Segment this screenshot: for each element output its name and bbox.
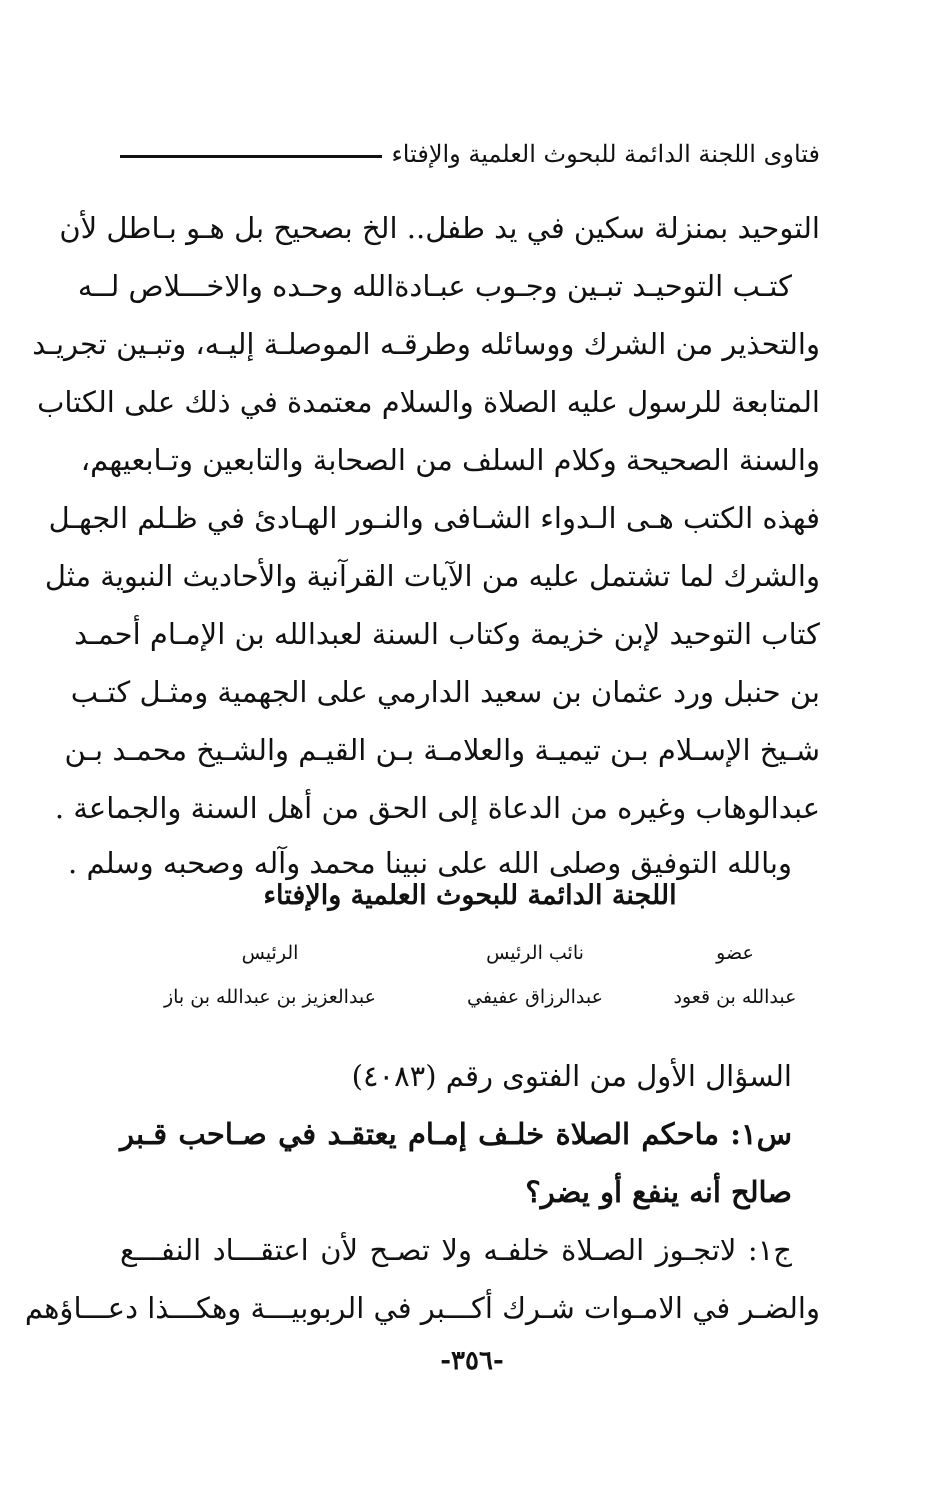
question-line: صالح أنه ينفع أو يضر؟ [525,1175,792,1209]
paragraph-line: كتـب التوحيـد تبـين وجـوب عبـادةالله وحـده والاخـــلاص لــه [77,269,792,303]
question-line: س١: ماحكم الصلاة خلـف إمـام يعتقـد في صـاحب قـبر [120,1117,792,1151]
paragraph-line: كتاب التوحيد لإبن خزيمة وكتاب السنة لعبدالله بن الإمـام أحمـد [74,617,820,651]
fatwa-continuation-text [32,200,820,890]
paragraph-line: شـيخ الإسـلام بـن تيميـة والعلامـة بـن القيـم والشـيخ محمـد بـن [64,733,820,767]
page-number: -٣٥٦- [440,1346,504,1376]
paragraph-line: والتحذير من الشرك ووسائله وطرقـه الموصلـة إليـه، وتبـين تجريـد [32,327,820,361]
running-header [120,136,820,172]
paragraph-line: بن حنبل ورد عثمان بن سعيد الدارمي على الجهمية ومثـل كتـب [70,675,820,709]
paragraph-line: والسنة الصحيحة وكلام السلف من الصحابة والتابعين وتـابعيهم، [80,443,820,477]
signature-names [120,986,820,1008]
paragraph-line: التوحيد بمنزلة سكين في يد طفل.. الخ بصحيح بل هـو بـاطل لأن [59,211,820,245]
member-role: الرئيس [241,942,299,964]
closing-line: وبالله التوفيق وصلى الله على نبينا محمد وآله وصحبه وسلم . [68,846,792,880]
header-title: فتاوى اللجنة الدائمة للبحوث العلمية والإفتاء [391,140,820,168]
paragraph-line: المتابعة للرسول عليه الصلاة والسلام معتمدة في ذلك على الكتاب [37,385,820,419]
member-role: نائب الرئيس [486,942,584,964]
fatwa-question-answer [24,1048,820,1338]
committee-title: اللجنة الدائمة للبحوث العلمية والإفتاء [263,880,677,911]
member-name: عبدالعزيز بن عبدالله بن باز [163,986,377,1008]
paragraph-line: والشرك لما تشتمل عليه من الآيات القرآنية والأحاديث النبوية مثل [44,559,820,593]
member-name: عبدالله بن قعود [673,986,797,1008]
answer-line: والضـر في الامـوات شـرك أكـــبر في الربوبيـــة وهكـــذا دعـــاؤهم [24,1291,820,1325]
header-rule [120,155,382,158]
member-role: عضو [716,942,754,964]
fatwa-heading: السؤال الأول من الفتوى رقم (٤٠٨٣) [351,1059,792,1093]
member-name: عبدالرزاق عفيفي [467,986,603,1008]
paragraph-line: فهذه الكتب هـى الـدواء الشـافى والنـور الهـادئ في ظـلم الجهـل [48,501,820,535]
answer-line: ج١: لاتجـوز الصـلاة خلفـه ولا تصـح لأن اعتقـــاد النفـــع [120,1233,792,1267]
paragraph-line: عبدالوهاب وغيره من الدعاة إلى الحق من أهل السنة والجماعة . [54,791,820,825]
signature-roles [120,942,820,964]
